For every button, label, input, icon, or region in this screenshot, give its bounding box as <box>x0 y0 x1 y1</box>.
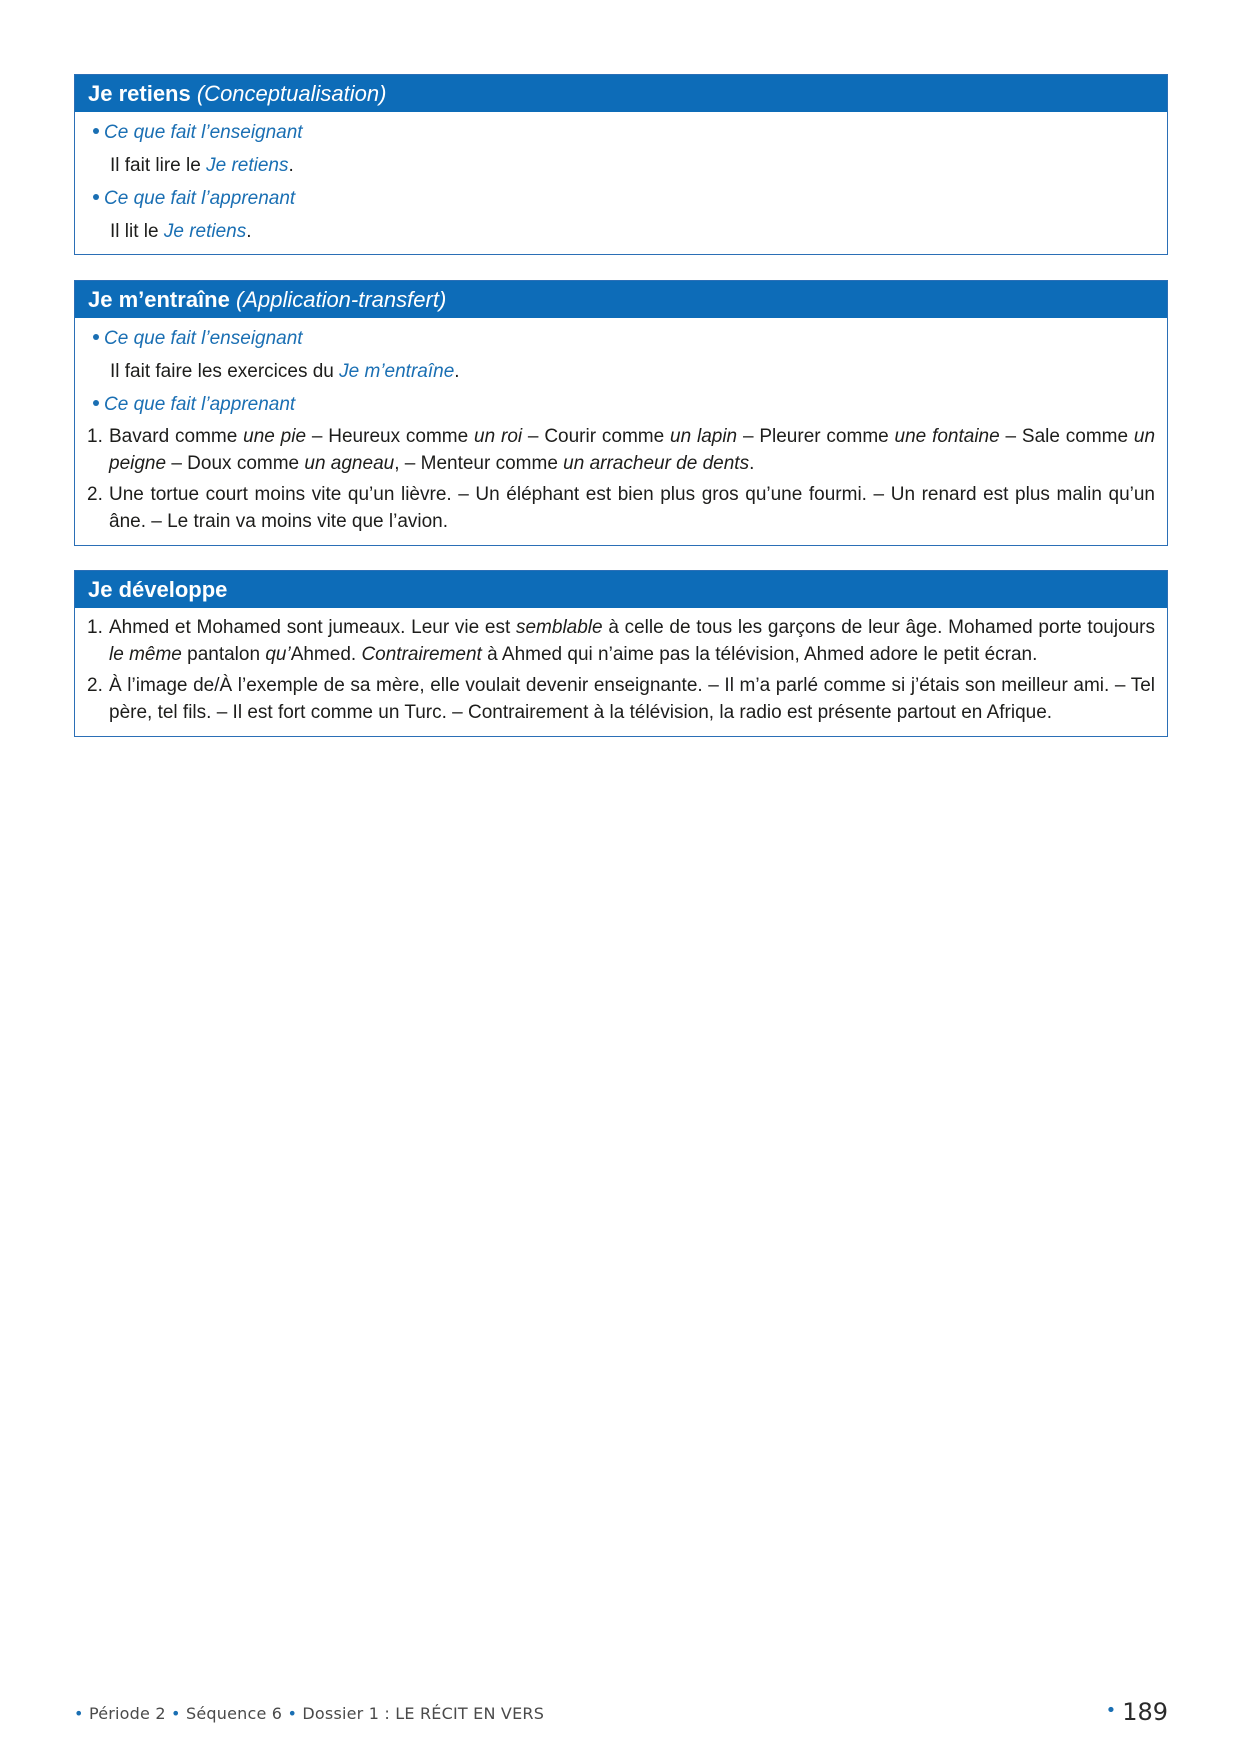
teacher-text: Il fait lire le Je retiens. <box>110 155 294 176</box>
section-body <box>75 318 1167 545</box>
breadcrumb-dossier: Dossier 1 : LE RÉCIT EN VERS <box>302 1704 545 1723</box>
section-je-developpe <box>74 570 1168 737</box>
teacher-text: Il fait faire les exercices du Je m’entraîne. <box>110 361 460 382</box>
section-title: Je développe <box>88 577 228 602</box>
section-body <box>75 112 1167 254</box>
breadcrumb-period: Période 2 <box>88 1704 166 1723</box>
learner-heading: Ce que fait l’apprenant <box>87 182 1155 215</box>
answer-item-2: 2. Une tortue court moins vite qu’un lièvre. – Un éléphant est bien plus gros qu’une fourmi. – Un renard est plus malin qu’un âne. – Le train va moins vite que l’avion. <box>87 484 1155 532</box>
section-header <box>75 571 1167 608</box>
section-je-mentraine <box>74 280 1168 546</box>
answer-item-1: 1. Ahmed et Mohamed sont jumeaux. Leur vie est semblable à celle de tous les garçons de leur âge. Mohamed porte toujours le même pantalon qu’Ahmed. Contrairement à Ahmed qui n’aime pas la télévision, Ahmed adore le petit écran. <box>87 617 1156 665</box>
section-header <box>75 281 1167 318</box>
section-title: Je m’entraîne <box>88 287 230 312</box>
teacher-heading: Ce que fait l’enseignant <box>87 116 1155 149</box>
answer-item-2: 2. À l’image de/À l’exemple de sa mère, elle voulait devenir enseignante. – Il m’a parlé comme si j’étais son meilleur ami. – Tel père, tel fils. – Il est fort comme un Turc. – Contrairement à la télévision, la radio est présente partout en Afrique. <box>87 675 1155 723</box>
breadcrumb: • Période 2 • Séquence 6 • Dossier 1 : LE RÉCIT EN VERS <box>74 1704 545 1723</box>
learner-text: Il lit le Je retiens. <box>110 221 252 242</box>
learner-heading: Ce que fait l’apprenant <box>87 388 1155 421</box>
section-header <box>75 75 1167 112</box>
section-title: Je retiens <box>88 81 191 106</box>
bullet-icon <box>93 194 99 200</box>
section-je-retiens <box>74 74 1168 255</box>
answer-item-1: 1. Bavard comme une pie – Heureux comme un roi – Courir comme un lapin – Pleurer comme une fontaine – Sale comme un peigne – Doux comme un agneau, – Menteur comme un arracheur de dents. <box>87 426 1156 474</box>
teacher-heading: Ce que fait l’enseignant <box>87 322 1155 355</box>
breadcrumb-sequence: Séquence 6 <box>185 1704 283 1723</box>
bullet-icon <box>93 128 99 134</box>
section-subtitle: (Application-transfert) <box>235 287 447 312</box>
bullet-icon <box>93 400 99 406</box>
page-number: • 189 <box>1105 1698 1168 1726</box>
bullet-icon <box>93 334 99 340</box>
section-body <box>75 608 1167 736</box>
section-subtitle: (Conceptualisation) <box>196 81 387 106</box>
